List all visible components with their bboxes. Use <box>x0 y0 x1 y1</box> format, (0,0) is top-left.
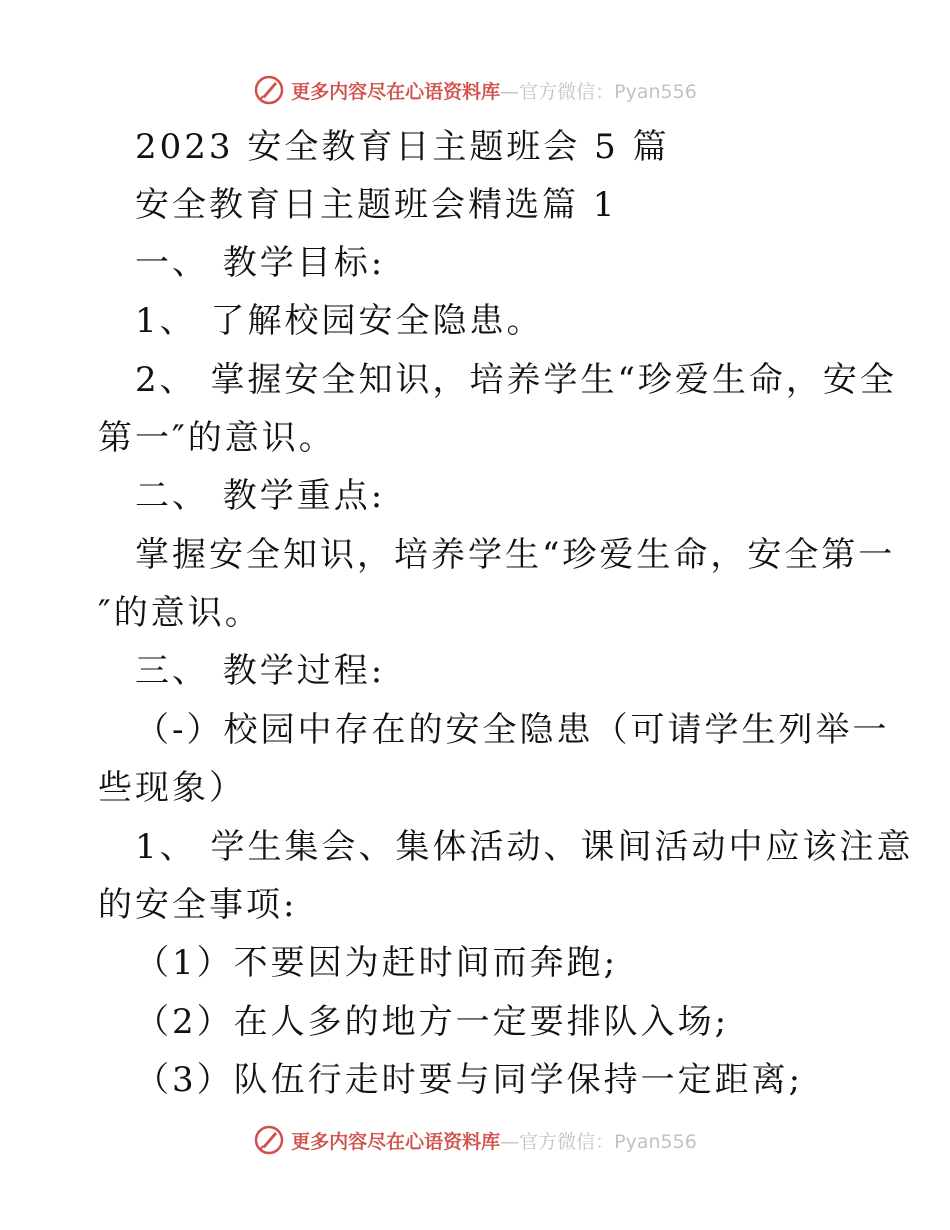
watermark-official-text: —官方微信：Pyan556 <box>500 1130 697 1153</box>
heading-teaching-goals: 一、 教学目标: <box>135 243 386 283</box>
process-subheading: （-）校园中存在的安全隐患（可请学生列举一 <box>135 710 890 750</box>
focus-paragraph-continued: ″的意识。 <box>98 593 262 633</box>
rule-item-2: （2）在人多的地方一定要排队入场; <box>135 1002 730 1042</box>
process-item-1-continued: 的安全事项: <box>98 885 298 925</box>
footer-watermark <box>0 1120 950 1160</box>
quill-pen-icon <box>253 1124 285 1156</box>
focus-paragraph: 掌握安全知识，培养学生“珍爱生命，安全第一 <box>135 535 896 575</box>
goal-item-2: 2、 掌握安全知识，培养学生“珍爱生命，安全 <box>135 360 897 400</box>
heading-teaching-process: 三、 教学过程: <box>135 651 386 691</box>
watermark-promo-text: 更多内容尽在心语资料库 <box>291 1130 501 1153</box>
process-item-1: 1、 学生集会、集体活动、课间活动中应该注意 <box>135 827 914 867</box>
goal-item-2-continued: 第一″的意识。 <box>98 418 336 458</box>
quill-pen-icon <box>253 74 285 106</box>
watermark-promo-text: 更多内容尽在心语资料库 <box>291 80 501 103</box>
watermark-official-text: —官方微信：Pyan556 <box>500 80 697 103</box>
section-subtitle: 安全教育日主题班会精选篇 1 <box>135 185 618 225</box>
heading-teaching-focus: 二、 教学重点: <box>135 476 386 516</box>
goal-item-1: 1、 了解校园安全隐患。 <box>135 301 544 341</box>
rule-item-3: （3）队伍行走时要与同学保持一定距离; <box>135 1060 804 1100</box>
document-title: 2023 安全教育日主题班会 5 篇 <box>135 127 670 167</box>
process-subheading-continued: 些现象） <box>98 768 246 808</box>
header-watermark <box>0 70 950 110</box>
rule-item-1: （1）不要因为赶时间而奔跑; <box>135 943 619 983</box>
